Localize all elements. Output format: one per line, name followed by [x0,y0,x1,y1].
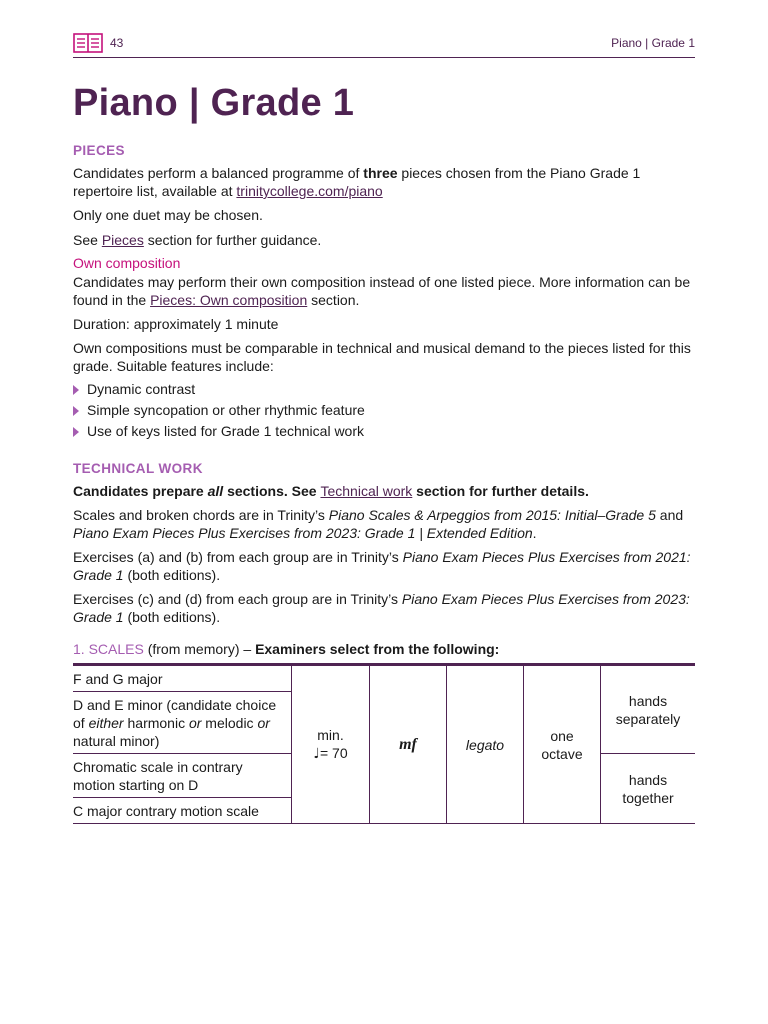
technical-work-paragraph-3: Exercises (a) and (b) from each group are in Trinity’s Piano Exam Pieces Plus Exercises from 2021: Grade 1 (both editions). [73,549,691,583]
bullet-icon [73,406,79,416]
pieces-paragraph-1: Candidates perform a balanced programme of three pieces chosen from the Piano Grade 1 repertoire list, available at trinitycollege.com/piano [73,165,641,199]
list-item: Use of keys listed for Grade 1 technical work [73,422,364,440]
range-cell: one octave [524,665,601,824]
scales-heading: 1. SCALES (from memory) – Examiners select from the following: [73,641,500,657]
table-row: F and G major [73,665,292,692]
list-item: Simple syncopation or other rhythmic feature [73,401,365,419]
list-item: Dynamic contrast [73,380,195,398]
technical-work-paragraph-2: Scales and broken chords are in Trinity’s Piano Scales & Arpeggios from 2015: Initial–Grade 5 and Piano Exam Pieces Plus Exercises from 2023: Grade 1 | Extended Edition. [73,507,684,541]
pieces-section-link[interactable]: Pieces [101,232,144,248]
page-title: Piano | Grade 1 [73,82,355,124]
scales-table [73,663,695,824]
table-row: C major contrary motion scale [73,798,292,824]
pieces-paragraph-2: Only one duet may be chosen. [73,207,263,223]
table-row: Chromatic scale in contrary motion starting on D [73,754,292,798]
dynamic-cell: mf [370,665,447,824]
page-number: 43 [110,36,124,50]
open-book-icon [73,33,103,53]
own-composition-paragraph-1: Candidates may perform their own composition instead of one listed piece. More information can be found in the Pieces: Own composition section. [73,274,691,308]
own-composition-link[interactable]: Pieces: Own composition [150,292,308,308]
technical-work-heading: TECHNICAL WORK [73,461,203,476]
pieces-heading: PIECES [73,143,125,158]
hands-separately-cell: hands separately [601,665,696,754]
technical-work-link[interactable]: Technical work [320,483,413,499]
repertoire-link[interactable]: trinitycollege.com/piano [236,183,383,199]
technical-work-paragraph-4: Exercises (c) and (d) from each group are in Trinity’s Piano Exam Pieces Plus Exercises from 2023: Grade 1 (both editions). [73,591,690,625]
table-row: D and E minor (candidate choice of either harmonic or melodic or natural minor) [73,692,292,754]
tempo-cell: min. ♩= 70 [292,665,370,824]
running-title: Piano | Grade 1 [611,36,695,50]
pieces-paragraph-3: See Pieces section for further guidance. [73,232,322,248]
own-composition-paragraph-3: Own compositions must be comparable in technical and musical demand to the pieces listed for this grade. Suitable features include: [73,340,691,374]
articulation-cell: legato [447,665,524,824]
page-header [73,33,695,58]
hands-together-cell: hands together [601,754,696,824]
crotchet-icon: ♩ [313,746,320,762]
own-composition-heading: Own composition [73,255,181,271]
technical-work-paragraph-1: Candidates prepare all sections. See Technical work section for further details. [73,483,589,499]
bullet-icon [73,385,79,395]
duration-text: Duration: approximately 1 minute [73,316,279,332]
bullet-icon [73,427,79,437]
